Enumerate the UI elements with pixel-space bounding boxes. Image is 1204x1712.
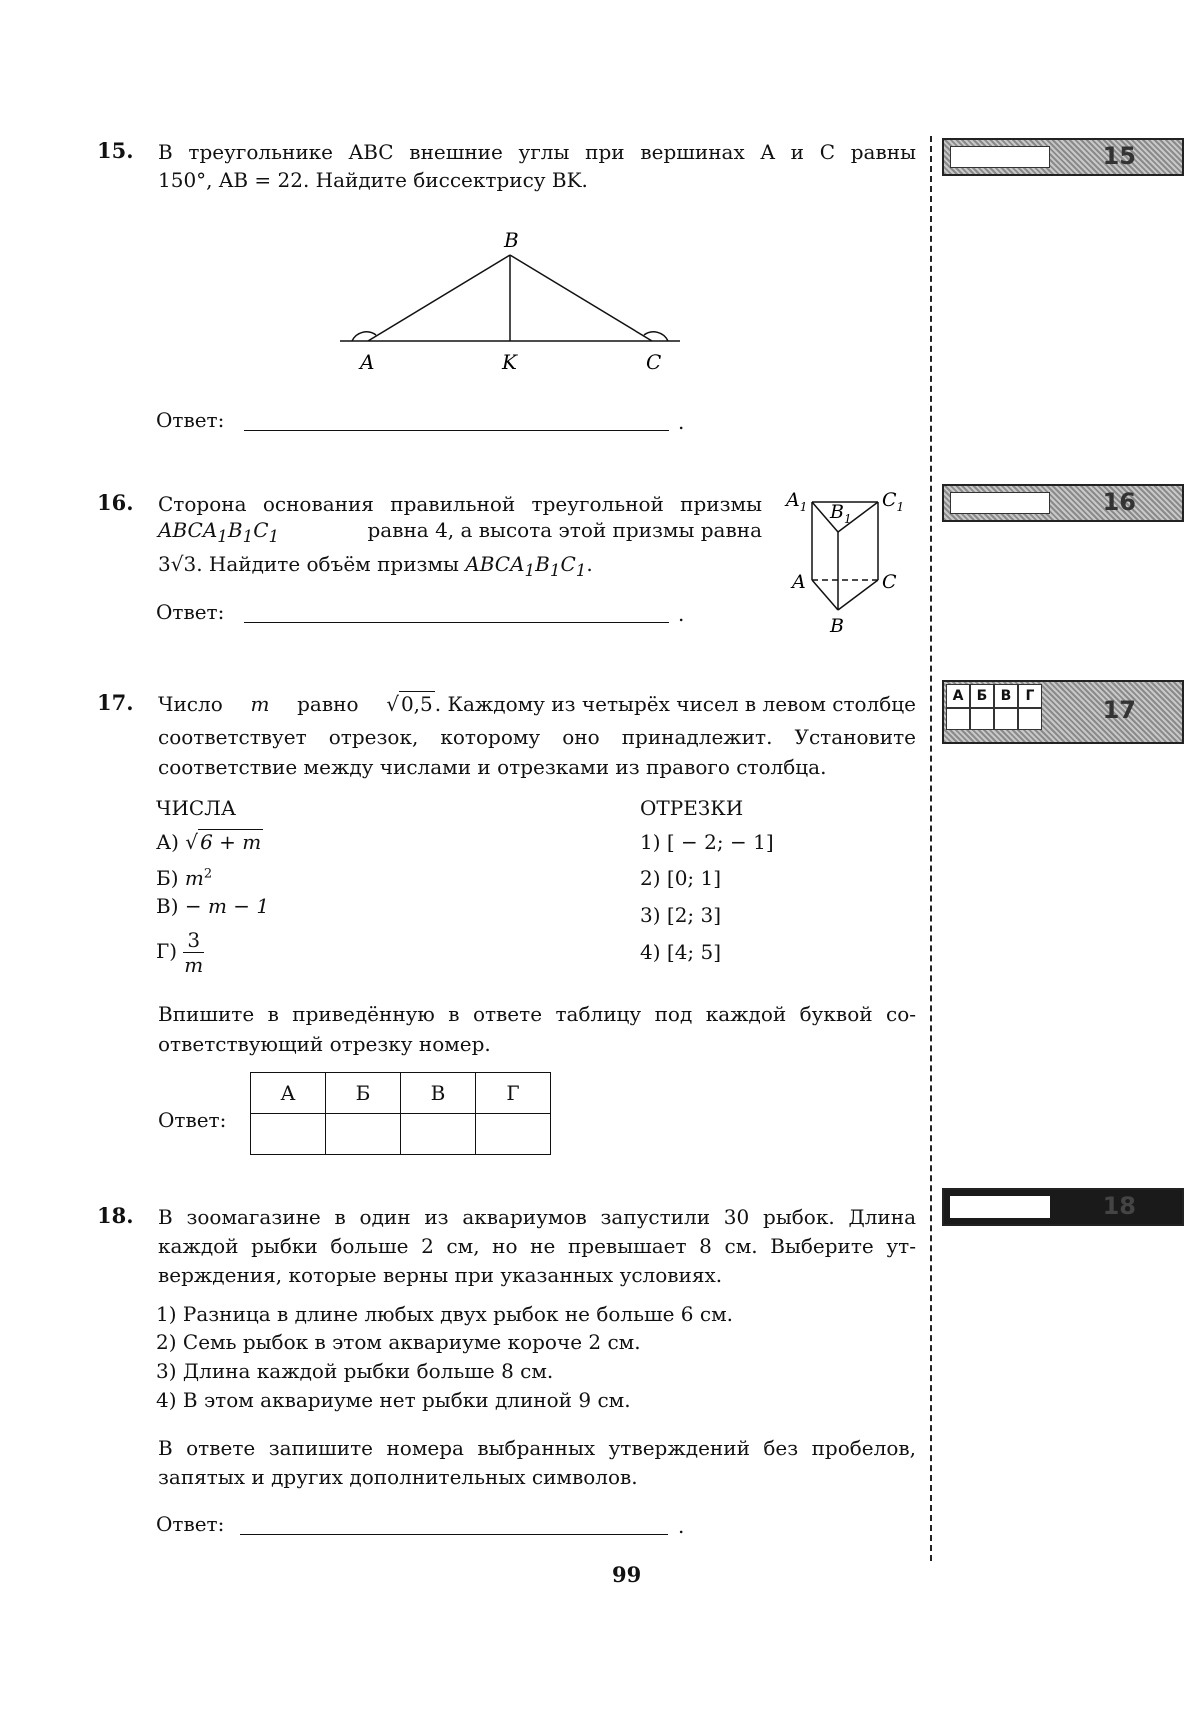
answer-box-16 xyxy=(942,484,1184,522)
task18-answer-dot: . xyxy=(678,1514,685,1538)
label-b: B xyxy=(504,228,519,252)
label-c: C xyxy=(882,571,897,593)
task17-text-line1: Число m равно √ 0,5 . Каждому из четырёх чисел в левом столбце xyxy=(158,692,916,716)
answer-cell-b[interactable] xyxy=(326,1114,401,1155)
task16-text-line1: Сторона основания правильной треугольной призмы xyxy=(158,492,762,516)
task18-option-3: 3) Длина каждой рыбки больше 8 см. xyxy=(156,1359,554,1383)
task16-text-line2: $ABCA_1B_1C_1$ равна 4, а высота этой призмы равна xyxy=(158,518,762,546)
task17-number: 17. xyxy=(97,690,134,715)
task18-answer-line[interactable] xyxy=(240,1534,668,1535)
task17-instruction-line1: Впишите в приведённую в ответе таблицу под каждой буквой со- xyxy=(158,1002,916,1026)
label-c1: $C_1$ xyxy=(882,489,905,514)
label-a: A xyxy=(360,350,375,374)
task18-text-line3: верждения, которые верны при указанных условиях. xyxy=(158,1263,723,1287)
answer-cell-a[interactable] xyxy=(251,1114,326,1155)
number-b: Б) $m^2$ xyxy=(156,866,213,890)
answer-box-cells[interactable] xyxy=(946,708,1042,730)
task18-text-line2: каждой рыбки больше 2 см, но не превышает 8 см. Выберите ут- xyxy=(158,1234,916,1258)
answer-box-field[interactable] xyxy=(950,146,1050,168)
task17-text-line2: соответствует отрезок, которому оно принадлежит. Установите xyxy=(158,725,916,749)
task17-answer-table xyxy=(250,1072,551,1155)
answer-box-number: 18 xyxy=(1102,1192,1136,1220)
segment-1: 1) [ − 2; − 1] xyxy=(640,830,774,854)
task16-answer-dot: . xyxy=(678,602,685,626)
number-v: В) − m − 1 xyxy=(156,894,270,918)
answer-box-number: 16 xyxy=(1102,488,1136,516)
page-number: 99 xyxy=(612,1562,642,1587)
task15-answer-label: Ответ: xyxy=(156,408,225,432)
answer-box-field[interactable] xyxy=(950,1196,1050,1218)
label-c: C xyxy=(646,350,662,374)
task18-text-line1: В зоомагазине в один из аквариумов запустили 30 рыбок. Длина xyxy=(158,1205,916,1229)
header-a: А xyxy=(251,1073,326,1114)
angle-arc-a xyxy=(352,332,376,341)
segments-header: ОТРЕЗКИ xyxy=(640,796,744,820)
answer-cell-v[interactable] xyxy=(401,1114,476,1155)
segment-2: 2) [0; 1] xyxy=(640,866,722,890)
task16-prism-figure xyxy=(782,482,912,642)
task18-instruction-line2: запятых и других дополнительных символов. xyxy=(158,1465,638,1489)
task15-triangle-figure xyxy=(330,225,690,375)
task18-instruction-line1: В ответе запишите номера выбранных утверждений без пробелов, xyxy=(158,1436,916,1460)
answer-box-15 xyxy=(942,138,1184,176)
task17-text-line3: соответствие между числами и отрезками из правого столбца. xyxy=(158,755,827,779)
task16-answer-label: Ответ: xyxy=(156,600,225,624)
label-k: K xyxy=(502,350,517,374)
cut-line xyxy=(930,136,932,1561)
header-b: Б xyxy=(326,1073,401,1114)
task17-answer-label: Ответ: xyxy=(158,1108,227,1132)
side-bc xyxy=(510,255,652,341)
task16-text-line3: 3√3. Найдите объём призмы $ABCA_1B_1C_1$. xyxy=(158,552,593,580)
answer-cell-g[interactable] xyxy=(476,1114,551,1155)
task15-answer-dot: . xyxy=(678,410,685,434)
task18-option-4: 4) В этом аквариуме нет рыбки длиной 9 см. xyxy=(156,1388,631,1412)
label-a1: $A_1$ xyxy=(786,489,808,514)
task18-option-2: 2) Семь рыбок в этом аквариуме короче 2 см. xyxy=(156,1330,641,1354)
task16-answer-line[interactable] xyxy=(244,622,669,623)
task18-answer-label: Ответ: xyxy=(156,1512,225,1536)
answer-box-17 xyxy=(942,680,1184,744)
answer-box-number: 15 xyxy=(1102,142,1136,170)
answer-box-18 xyxy=(942,1188,1184,1226)
side-ab xyxy=(368,255,510,341)
segment-3: 3) [2; 3] xyxy=(640,903,722,927)
header-g: Г xyxy=(476,1073,551,1114)
label-b: B xyxy=(830,615,844,637)
segment-4: 4) [4; 5] xyxy=(640,940,722,964)
angle-arc-c xyxy=(644,332,668,341)
header-v: В xyxy=(401,1073,476,1114)
number-a: А) √ 6 + m xyxy=(156,830,262,854)
numbers-header: ЧИСЛА xyxy=(156,796,237,820)
task17-instruction-line2: ответствующий отрезку номер. xyxy=(158,1032,491,1056)
task16-number: 16. xyxy=(97,490,134,515)
task18-option-1: 1) Разница в длине любых двух рыбок не больше 6 см. xyxy=(156,1302,734,1326)
task18-number: 18. xyxy=(97,1203,134,1228)
answer-box-field[interactable] xyxy=(950,492,1050,514)
label-b1: $B_1$ xyxy=(830,501,852,526)
answer-box-letters: А Б В Г xyxy=(946,684,1042,708)
task15-answer-line[interactable] xyxy=(244,430,669,431)
task15-number: 15. xyxy=(97,138,134,163)
task15-text-line1: В треугольнике ABC внешние углы при вершинах A и C равны xyxy=(158,140,916,164)
answer-box-number: 17 xyxy=(1102,696,1136,724)
task15-text-line2: 150°, AB = 22. Найдите биссектрису BK. xyxy=(158,168,588,192)
number-g: Г) $\frac{3}{m}$ xyxy=(156,928,204,977)
label-a: A xyxy=(792,571,806,593)
